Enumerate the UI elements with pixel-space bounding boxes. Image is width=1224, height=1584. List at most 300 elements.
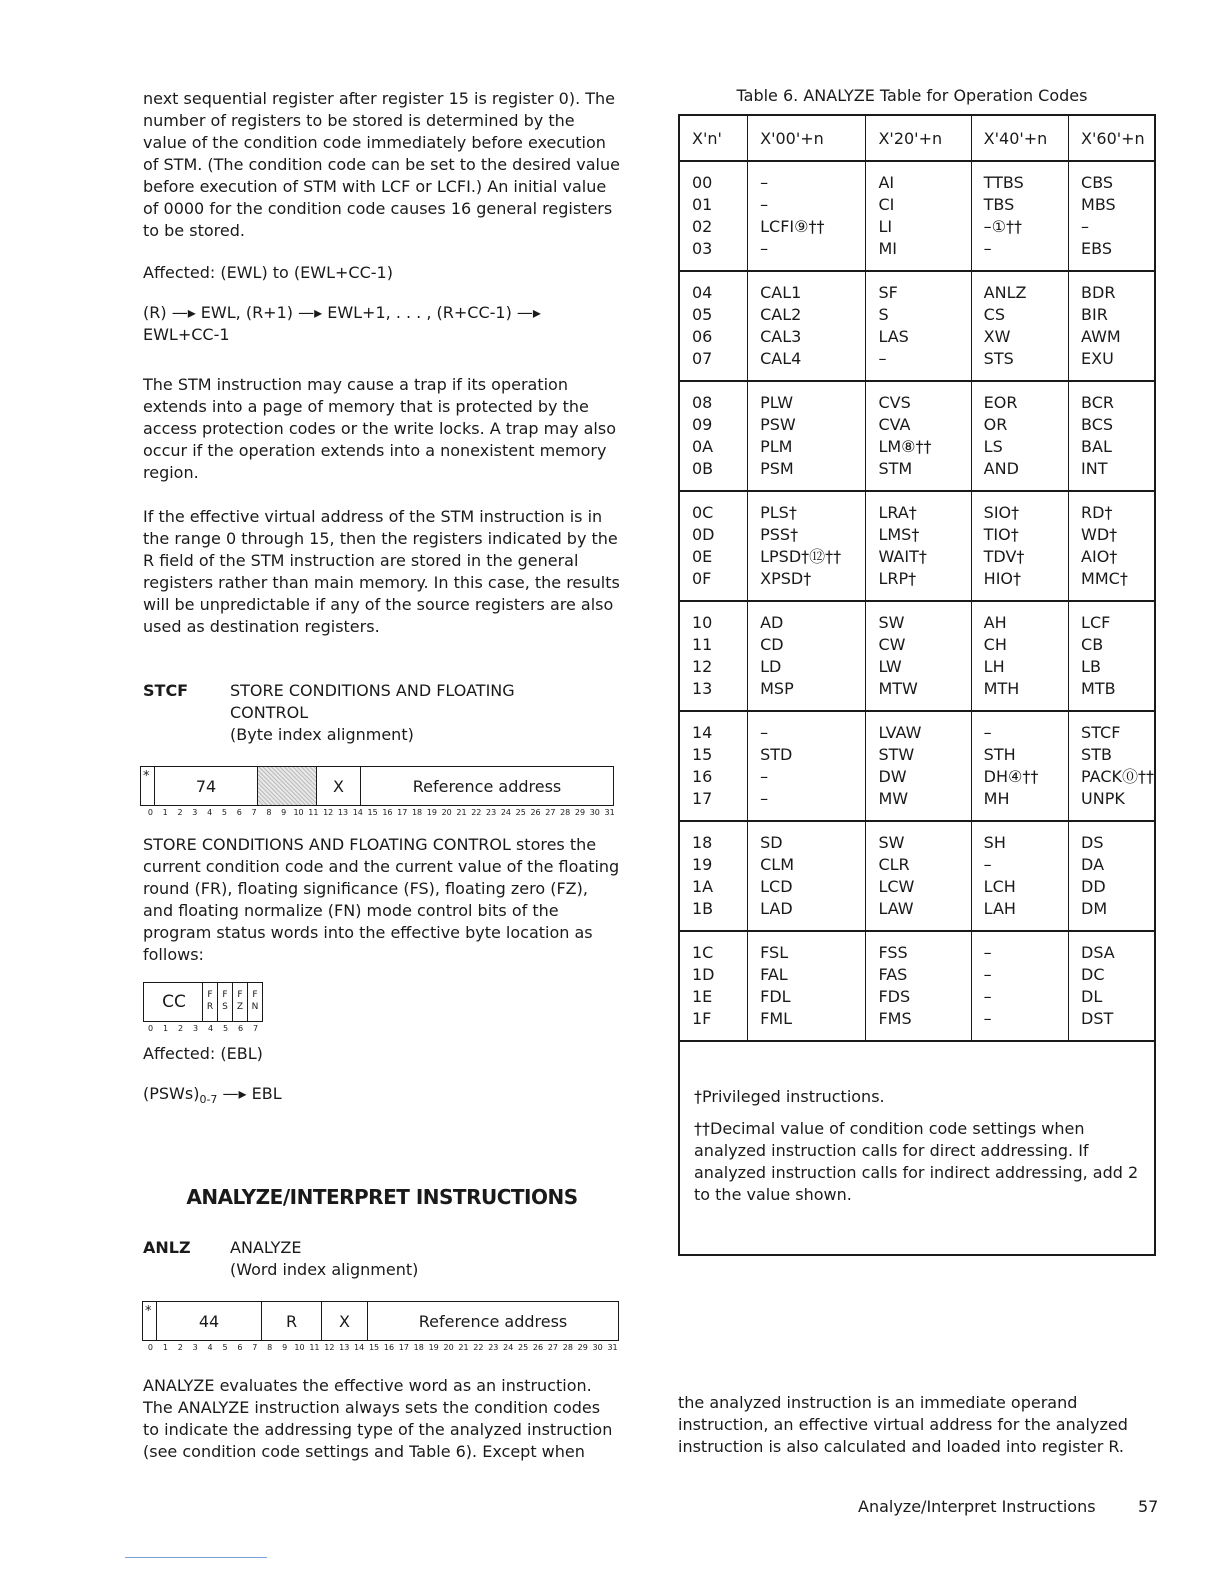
- table-cell: [679, 271, 748, 381]
- table-cell: [748, 711, 866, 821]
- bit-number: 9: [281, 808, 287, 817]
- table-cell: [679, 931, 748, 1041]
- table-cell-line: DD: [1081, 877, 1106, 896]
- anlz-mnemonic: ANLZ: [143, 1238, 191, 1257]
- psw-bit-number: 0: [147, 1024, 154, 1033]
- table-cell-line: FML: [760, 1009, 793, 1028]
- psw-bit-number: 3: [192, 1024, 199, 1033]
- bit-number: 1: [162, 1343, 168, 1352]
- anlz-format-word: [142, 1301, 619, 1341]
- bit-number: 18: [411, 808, 423, 817]
- bit-number: 20: [441, 808, 452, 817]
- bit-number: 11: [308, 808, 319, 817]
- table-cell-line: FSS: [878, 943, 908, 962]
- bit-number: 14: [352, 808, 363, 817]
- table-cell: [748, 601, 866, 711]
- table-row: [679, 491, 1155, 601]
- table-cell-line: DC: [1081, 965, 1105, 984]
- table-cell-line: 13: [692, 679, 713, 698]
- table-cell-line: LAD: [760, 899, 793, 918]
- table-cell-line: LW: [878, 657, 902, 676]
- table-cell-line: SW: [878, 613, 905, 632]
- table-cell-line: CW: [878, 635, 906, 654]
- bit-number: 26: [532, 1343, 544, 1352]
- bit-number: 31: [607, 1343, 618, 1352]
- bit-number: 17: [398, 1343, 409, 1352]
- table-cell-line: TDV†: [983, 547, 1025, 566]
- bit-number: 24: [503, 1343, 514, 1352]
- header-60: X'60'+n: [1069, 115, 1155, 161]
- bit-number: 5: [222, 1343, 228, 1352]
- table-cell-line: BIR: [1081, 305, 1108, 324]
- table-cell: [866, 601, 971, 711]
- table-cell: [1069, 491, 1155, 601]
- anlz-opcode-field: 44: [198, 1311, 220, 1331]
- bit-number: 23: [486, 808, 497, 817]
- stcf-alignment: (Byte index alignment): [230, 725, 414, 744]
- table-cell-line: –: [983, 1009, 992, 1028]
- table-cell-line: BDR: [1081, 283, 1116, 302]
- table-cell-line: –: [760, 195, 769, 214]
- table-cell-line: 00: [692, 173, 713, 192]
- stm-trap-paragraph: The STM instruction may cause a trap if its operation extends into a page of memory that is protected by the access protection codes or the write locks. A trap may also occur if the operation extends into a nonexistent memory region.: [143, 375, 616, 482]
- anlz-reference-field: Reference address: [367, 1302, 618, 1340]
- table-cell-line: PSM: [760, 459, 794, 478]
- table-cell-line: FDS: [878, 987, 911, 1006]
- table-cell-line: STS: [983, 349, 1014, 368]
- table-cell-line: MSP: [760, 679, 794, 698]
- table-cell-line: CH: [983, 635, 1007, 654]
- bit-number: 29: [574, 808, 586, 817]
- table-cell: [748, 381, 866, 491]
- table-cell-line: 01: [692, 195, 713, 214]
- table-cell-line: CAL3: [760, 327, 802, 346]
- table-cell-line: WAIT†: [878, 547, 927, 566]
- anlz-heading: [143, 1237, 621, 1281]
- table-cell-line: AH: [983, 613, 1007, 632]
- table-cell-line: 14: [692, 723, 713, 742]
- table-cell-line: –: [983, 965, 992, 984]
- table-cell-line: LCFI⑨††: [760, 217, 825, 236]
- bit-number: 19: [426, 808, 437, 817]
- table-cell-line: XW: [983, 327, 1011, 346]
- table-cell-line: PSS†: [760, 525, 799, 544]
- bit-number: 12: [324, 1343, 335, 1352]
- table-cell-line: LMS†: [878, 525, 920, 544]
- stcf-formula: $(PSWs)_{0-7}$ —▸ EBL: [143, 1084, 282, 1107]
- table-cell-line: UNPK: [1081, 789, 1125, 808]
- bit-number: 5: [221, 808, 228, 817]
- table-row: [679, 711, 1155, 821]
- stcf-name-line2: CONTROL: [230, 703, 309, 722]
- table-cell-line: HIO†: [983, 569, 1021, 588]
- bit-number: 8: [266, 808, 272, 817]
- table-cell: [748, 821, 866, 931]
- table-cell: [971, 381, 1068, 491]
- table-cell-line: MTH: [983, 679, 1020, 698]
- stcf-format-diagram: [143, 766, 621, 818]
- left-column: [143, 88, 621, 1463]
- table-cell-line: –: [760, 789, 769, 808]
- analyze-continuation: the analyzed instruction is an immediate operand instruction, an effective virtual address for the analyzed instruction is also calculated and loaded into register R.: [678, 1393, 1128, 1456]
- table-cell-line: AND: [983, 459, 1019, 478]
- table-cell-line: LPSD†⑫††: [760, 547, 842, 566]
- bit-number: 20: [443, 1343, 454, 1352]
- table-cell-line: MBS: [1081, 195, 1116, 214]
- table-cell-line: 1F: [692, 1009, 712, 1028]
- table-cell-line: AIO†: [1081, 547, 1118, 566]
- table-cell-line: TIO†: [983, 525, 1019, 544]
- table-cell-line: EOR: [983, 393, 1018, 412]
- table-cell: [971, 711, 1068, 821]
- table-cell-line: 0A: [692, 437, 714, 456]
- table-cell: [866, 491, 971, 601]
- bit-number: 24: [500, 808, 511, 817]
- page-number: 57: [1138, 1497, 1159, 1516]
- table-cell-line: 1B: [692, 899, 714, 918]
- table-caption: Table 6. ANALYZE Table for Operation Codes: [736, 86, 1088, 105]
- section-title: ANALYZE/INTERPRET INSTRUCTIONS: [186, 1185, 578, 1209]
- bit-number: 30: [589, 808, 600, 817]
- table-cell-line: 09: [692, 415, 713, 434]
- table-row: [679, 601, 1155, 711]
- bit-number: 6: [237, 1343, 243, 1352]
- table-row: [679, 271, 1155, 381]
- table-cell-line: 0E: [692, 547, 713, 566]
- table-cell-line: DH④††: [983, 767, 1039, 786]
- table-cell-line: STCF: [1081, 723, 1121, 742]
- table-cell-line: DA: [1081, 855, 1105, 874]
- table-cell: [866, 271, 971, 381]
- table-cell-line: 0C: [692, 503, 714, 522]
- table-cell-line: –: [760, 239, 769, 258]
- table-cell-line: TTBS: [983, 173, 1024, 192]
- table-cell-line: 19: [692, 855, 713, 874]
- table-cell-line: FAS: [878, 965, 908, 984]
- table-cell-line: DSA: [1081, 943, 1115, 962]
- table-cell-line: PLM: [760, 437, 793, 456]
- table-cell: [866, 161, 971, 271]
- bit-number: 12: [323, 808, 334, 817]
- table-cell-line: 17: [692, 789, 713, 808]
- footnote-privileged: †Privileged instructions.: [694, 1087, 885, 1106]
- psw-bit-number: 7: [252, 1024, 259, 1033]
- table-cell-line: –: [983, 239, 992, 258]
- bit-number: 16: [383, 1343, 395, 1352]
- bit-number: 30: [592, 1343, 603, 1352]
- table-cell-line: BCR: [1081, 393, 1115, 412]
- bit-number: 28: [562, 1343, 573, 1352]
- table-cell-line: FDL: [760, 987, 791, 1006]
- bit-number: 22: [471, 808, 482, 817]
- table-cell-line: 05: [692, 305, 713, 324]
- table-cell-line: CAL1: [760, 283, 802, 302]
- table-cell-line: ANLZ: [983, 283, 1027, 302]
- table-cell: [1069, 931, 1155, 1041]
- table-cell-line: –: [878, 349, 887, 368]
- table-cell-line: SIO†: [983, 503, 1020, 522]
- table-cell-line: –: [983, 723, 992, 742]
- indirect-flag: *: [143, 769, 150, 784]
- table-cell-line: AI: [878, 173, 895, 192]
- table-cell: [748, 161, 866, 271]
- table-cell-line: MTW: [878, 679, 918, 698]
- table-cell: [748, 491, 866, 601]
- table-cell-line: 1E: [692, 987, 713, 1006]
- bit-number: 1: [162, 808, 168, 817]
- table-cell-line: CBS: [1081, 173, 1114, 192]
- table-cell-line: 08: [692, 393, 713, 412]
- table-cell-line: CS: [983, 305, 1005, 324]
- header-20: X'20'+n: [866, 115, 971, 161]
- stcf-format-word: [140, 766, 614, 806]
- bit-number: 13: [337, 808, 349, 817]
- table-cell-line: PLW: [760, 393, 794, 412]
- stm-formula: (R) —▸ EWL, (R+1) —▸ EWL+1, . . . , (R+CC-1) —▸ EWL+CC-1: [143, 303, 541, 344]
- table-row: [679, 381, 1155, 491]
- stcf-name-line1: STORE CONDITIONS AND FLOATING: [230, 681, 515, 700]
- stcf-bit-numbers: [143, 808, 617, 817]
- psw-cc-field: CC: [162, 992, 186, 1012]
- table-cell-line: CVS: [878, 393, 911, 412]
- table-cell-line: 1D: [692, 965, 715, 984]
- table-cell-line: STW: [878, 745, 915, 764]
- table-cell: [679, 161, 748, 271]
- stcf-description: STORE CONDITIONS AND FLOATING CONTROL stores the current condition code and the current value of the floating round (FR), floating significance (FS), floating zero (FZ), and floating normalize (FN) mode control bits of the program status words into the effective byte location as follows:: [143, 835, 620, 964]
- footnote-condition-code: ††Decimal value of condition code settings when analyzed instruction calls for direct addressing. If analyzed instruction calls for indirect addressing, add 2 to the value shown.: [694, 1119, 1139, 1204]
- table-cell: [748, 271, 866, 381]
- right-column: [678, 86, 1156, 1456]
- psw-fs-bit: F S: [217, 983, 232, 1021]
- bit-number: 7: [252, 1343, 258, 1352]
- bit-number: 9: [282, 1343, 288, 1352]
- table-cell-line: LCF: [1081, 613, 1111, 632]
- table-cell-line: 04: [692, 283, 713, 302]
- scan-artifact-line: [125, 1557, 267, 1558]
- psw-bit-numbers: [143, 1024, 621, 1033]
- bit-number: 21: [456, 808, 467, 817]
- table-cell-line: PSW: [760, 415, 796, 434]
- bit-number: 8: [267, 1343, 273, 1352]
- table-cell-line: DM: [1081, 899, 1108, 918]
- table-cell-line: INT: [1081, 459, 1108, 478]
- table-cell-line: PACK⓪††: [1081, 767, 1154, 786]
- table-cell-line: SD: [760, 833, 783, 852]
- table-cell-line: EXU: [1081, 349, 1114, 368]
- table-cell-line: CI: [878, 195, 895, 214]
- table-cell-line: LVAW: [878, 723, 922, 742]
- bit-number: 22: [473, 1343, 484, 1352]
- footer-title: Analyze/Interpret Instructions: [858, 1497, 1096, 1516]
- table-cell: [679, 381, 748, 491]
- table-cell-line: CAL2: [760, 305, 802, 324]
- table-cell-line: STM: [878, 459, 913, 478]
- table-cell-line: 0B: [692, 459, 714, 478]
- table-body: [679, 161, 1155, 1041]
- table-cell-line: S: [878, 305, 889, 324]
- header-n: X'n': [679, 115, 748, 161]
- bit-number: 15: [368, 1343, 380, 1352]
- table-cell: [1069, 821, 1155, 931]
- psw-fz-bit: F Z: [232, 983, 247, 1021]
- table-cell-line: LH: [983, 657, 1005, 676]
- table-cell-line: CB: [1081, 635, 1104, 654]
- stcf-name: [230, 680, 621, 746]
- table-cell-line: DL: [1081, 987, 1103, 1006]
- table-cell-line: MI: [878, 239, 897, 258]
- table-cell: [1069, 381, 1155, 491]
- table-cell-line: –: [760, 173, 769, 192]
- table-cell: [971, 491, 1068, 601]
- bit-number: 31: [604, 808, 615, 817]
- bit-number: 7: [251, 808, 257, 817]
- bit-number: 16: [382, 808, 393, 817]
- table-cell-line: MTB: [1081, 679, 1116, 698]
- table-row: [679, 821, 1155, 931]
- bit-number: 19: [428, 1343, 439, 1352]
- bit-number: 27: [545, 808, 556, 817]
- table-cell-line: FMS: [878, 1009, 912, 1028]
- table-cell-line: EBS: [1081, 239, 1112, 258]
- bit-number: 17: [397, 808, 408, 817]
- table-footnotes: [679, 1041, 1155, 1255]
- table-cell-line: LCH: [983, 877, 1016, 896]
- stcf-affected: Affected: (EBL): [143, 1044, 263, 1063]
- table-cell-line: LRA†: [878, 503, 917, 522]
- table-cell-line: 06: [692, 327, 713, 346]
- table-cell: [1069, 161, 1155, 271]
- table-cell-line: STB: [1081, 745, 1112, 764]
- table-cell-line: 10: [692, 613, 713, 632]
- table-cell-line: LCW: [878, 877, 915, 896]
- anlz-name-line: ANALYZE: [230, 1238, 302, 1257]
- table-cell-line: STD: [760, 745, 793, 764]
- header-40: X'40'+n: [971, 115, 1068, 161]
- stm-intro-paragraph: next sequential register after register 15 is register 0). The number of registers to be stored is determined by the value of the condition code immediately before execution of STM. (The condition code can be set to the desired value before execution of STM with LCF or LCFI.) An initial value of 0000 for the condition code causes 16 general registers to be stored.: [143, 89, 620, 240]
- anlz-alignment: (Word index alignment): [230, 1260, 419, 1279]
- table-cell-line: CVA: [878, 415, 911, 434]
- table-cell-line: AD: [760, 613, 784, 632]
- table-cell-line: LAW: [878, 899, 914, 918]
- table-cell-line: –: [1081, 217, 1090, 236]
- table-cell-line: CLM: [760, 855, 794, 874]
- table-cell-line: 02: [692, 217, 713, 236]
- table-cell-line: CD: [760, 635, 784, 654]
- table-cell-line: 0F: [692, 569, 712, 588]
- table-cell: [679, 491, 748, 601]
- table-cell-line: DS: [1081, 833, 1104, 852]
- bit-number: 6: [236, 808, 242, 817]
- stcf-x-field: X: [316, 767, 360, 805]
- table-cell-line: SH: [983, 833, 1006, 852]
- table-cell-line: 16: [692, 767, 713, 786]
- bit-number: 3: [192, 808, 198, 817]
- table-cell-line: LM⑧††: [878, 437, 932, 456]
- bit-number: 13: [339, 1343, 350, 1352]
- bit-number: 23: [488, 1343, 499, 1352]
- table-cell-line: AWM: [1081, 327, 1121, 346]
- analyze-opcode-table: [678, 114, 1156, 1256]
- table-cell-line: –: [983, 943, 992, 962]
- table-cell: [866, 931, 971, 1041]
- table-cell-line: OR: [983, 415, 1008, 434]
- table-cell: [679, 711, 748, 821]
- table-cell: [866, 711, 971, 821]
- table-cell: [1069, 271, 1155, 381]
- anlz-x-field: X: [321, 1302, 367, 1340]
- table-cell-line: LAS: [878, 327, 909, 346]
- table-cell-line: LS: [983, 437, 1003, 456]
- table-cell-line: TBS: [983, 195, 1015, 214]
- table-cell-line: –: [760, 767, 769, 786]
- anlz-bit-numbers: [143, 1343, 620, 1352]
- psw-byte: [143, 982, 263, 1022]
- table-cell-line: MH: [983, 789, 1010, 808]
- table-cell-line: 11: [692, 635, 713, 654]
- bit-number: 4: [207, 808, 213, 817]
- bit-number: 2: [177, 1343, 183, 1352]
- table-cell: [1069, 711, 1155, 821]
- psw-bit-number: 1: [162, 1024, 169, 1033]
- table-cell: [1069, 601, 1155, 711]
- table-header-row: [679, 115, 1155, 161]
- table-cell-line: DW: [878, 767, 907, 786]
- stm-affected: Affected: (EWL) to (EWL+CC-1): [143, 263, 393, 282]
- bit-number: 10: [293, 808, 304, 817]
- stcf-psw-diagram: [143, 982, 621, 1033]
- table-cell-line: CAL4: [760, 349, 802, 368]
- bit-number: 14: [354, 1343, 365, 1352]
- stcf-heading: [143, 680, 621, 746]
- table-cell-line: 0D: [692, 525, 715, 544]
- table-cell-line: PLS†: [760, 503, 797, 522]
- stcf-mnemonic: STCF: [143, 681, 189, 700]
- table-cell-line: SW: [878, 833, 905, 852]
- table-cell-line: 15: [692, 745, 713, 764]
- table-cell: [971, 271, 1068, 381]
- table-cell-line: LB: [1081, 657, 1101, 676]
- bit-number: 0: [147, 808, 153, 817]
- psw-bit-number: 6: [237, 1024, 244, 1033]
- table-cell-line: MW: [878, 789, 909, 808]
- bit-number: 29: [577, 1343, 588, 1352]
- table-cell-line: SF: [878, 283, 898, 302]
- table-cell: [679, 601, 748, 711]
- table-cell-line: BAL: [1081, 437, 1112, 456]
- psw-bit-number: 2: [177, 1024, 184, 1033]
- bit-number: 28: [560, 808, 571, 817]
- table-cell-line: FAL: [760, 965, 788, 984]
- table-cell-line: 1A: [692, 877, 714, 896]
- psw-bit-number: 4: [207, 1024, 214, 1033]
- bit-number: 26: [530, 808, 541, 817]
- bit-number: 21: [458, 1343, 469, 1352]
- table-row: [679, 931, 1155, 1041]
- table-cell: [971, 821, 1068, 931]
- bit-number: 25: [518, 1343, 529, 1352]
- table-cell: [748, 931, 866, 1041]
- anlz-format-diagram: [143, 1301, 621, 1353]
- table-cell-line: WD†: [1081, 525, 1118, 544]
- table-cell-line: DST: [1081, 1009, 1114, 1028]
- table-cell-line: 07: [692, 349, 713, 368]
- psw-fn-bit: F N: [247, 983, 262, 1021]
- table-row: [679, 161, 1155, 271]
- bit-number: 18: [413, 1343, 424, 1352]
- table-cell-line: 1C: [692, 943, 714, 962]
- table-cell-line: LD: [760, 657, 782, 676]
- table-cell-line: MMC†: [1081, 569, 1128, 588]
